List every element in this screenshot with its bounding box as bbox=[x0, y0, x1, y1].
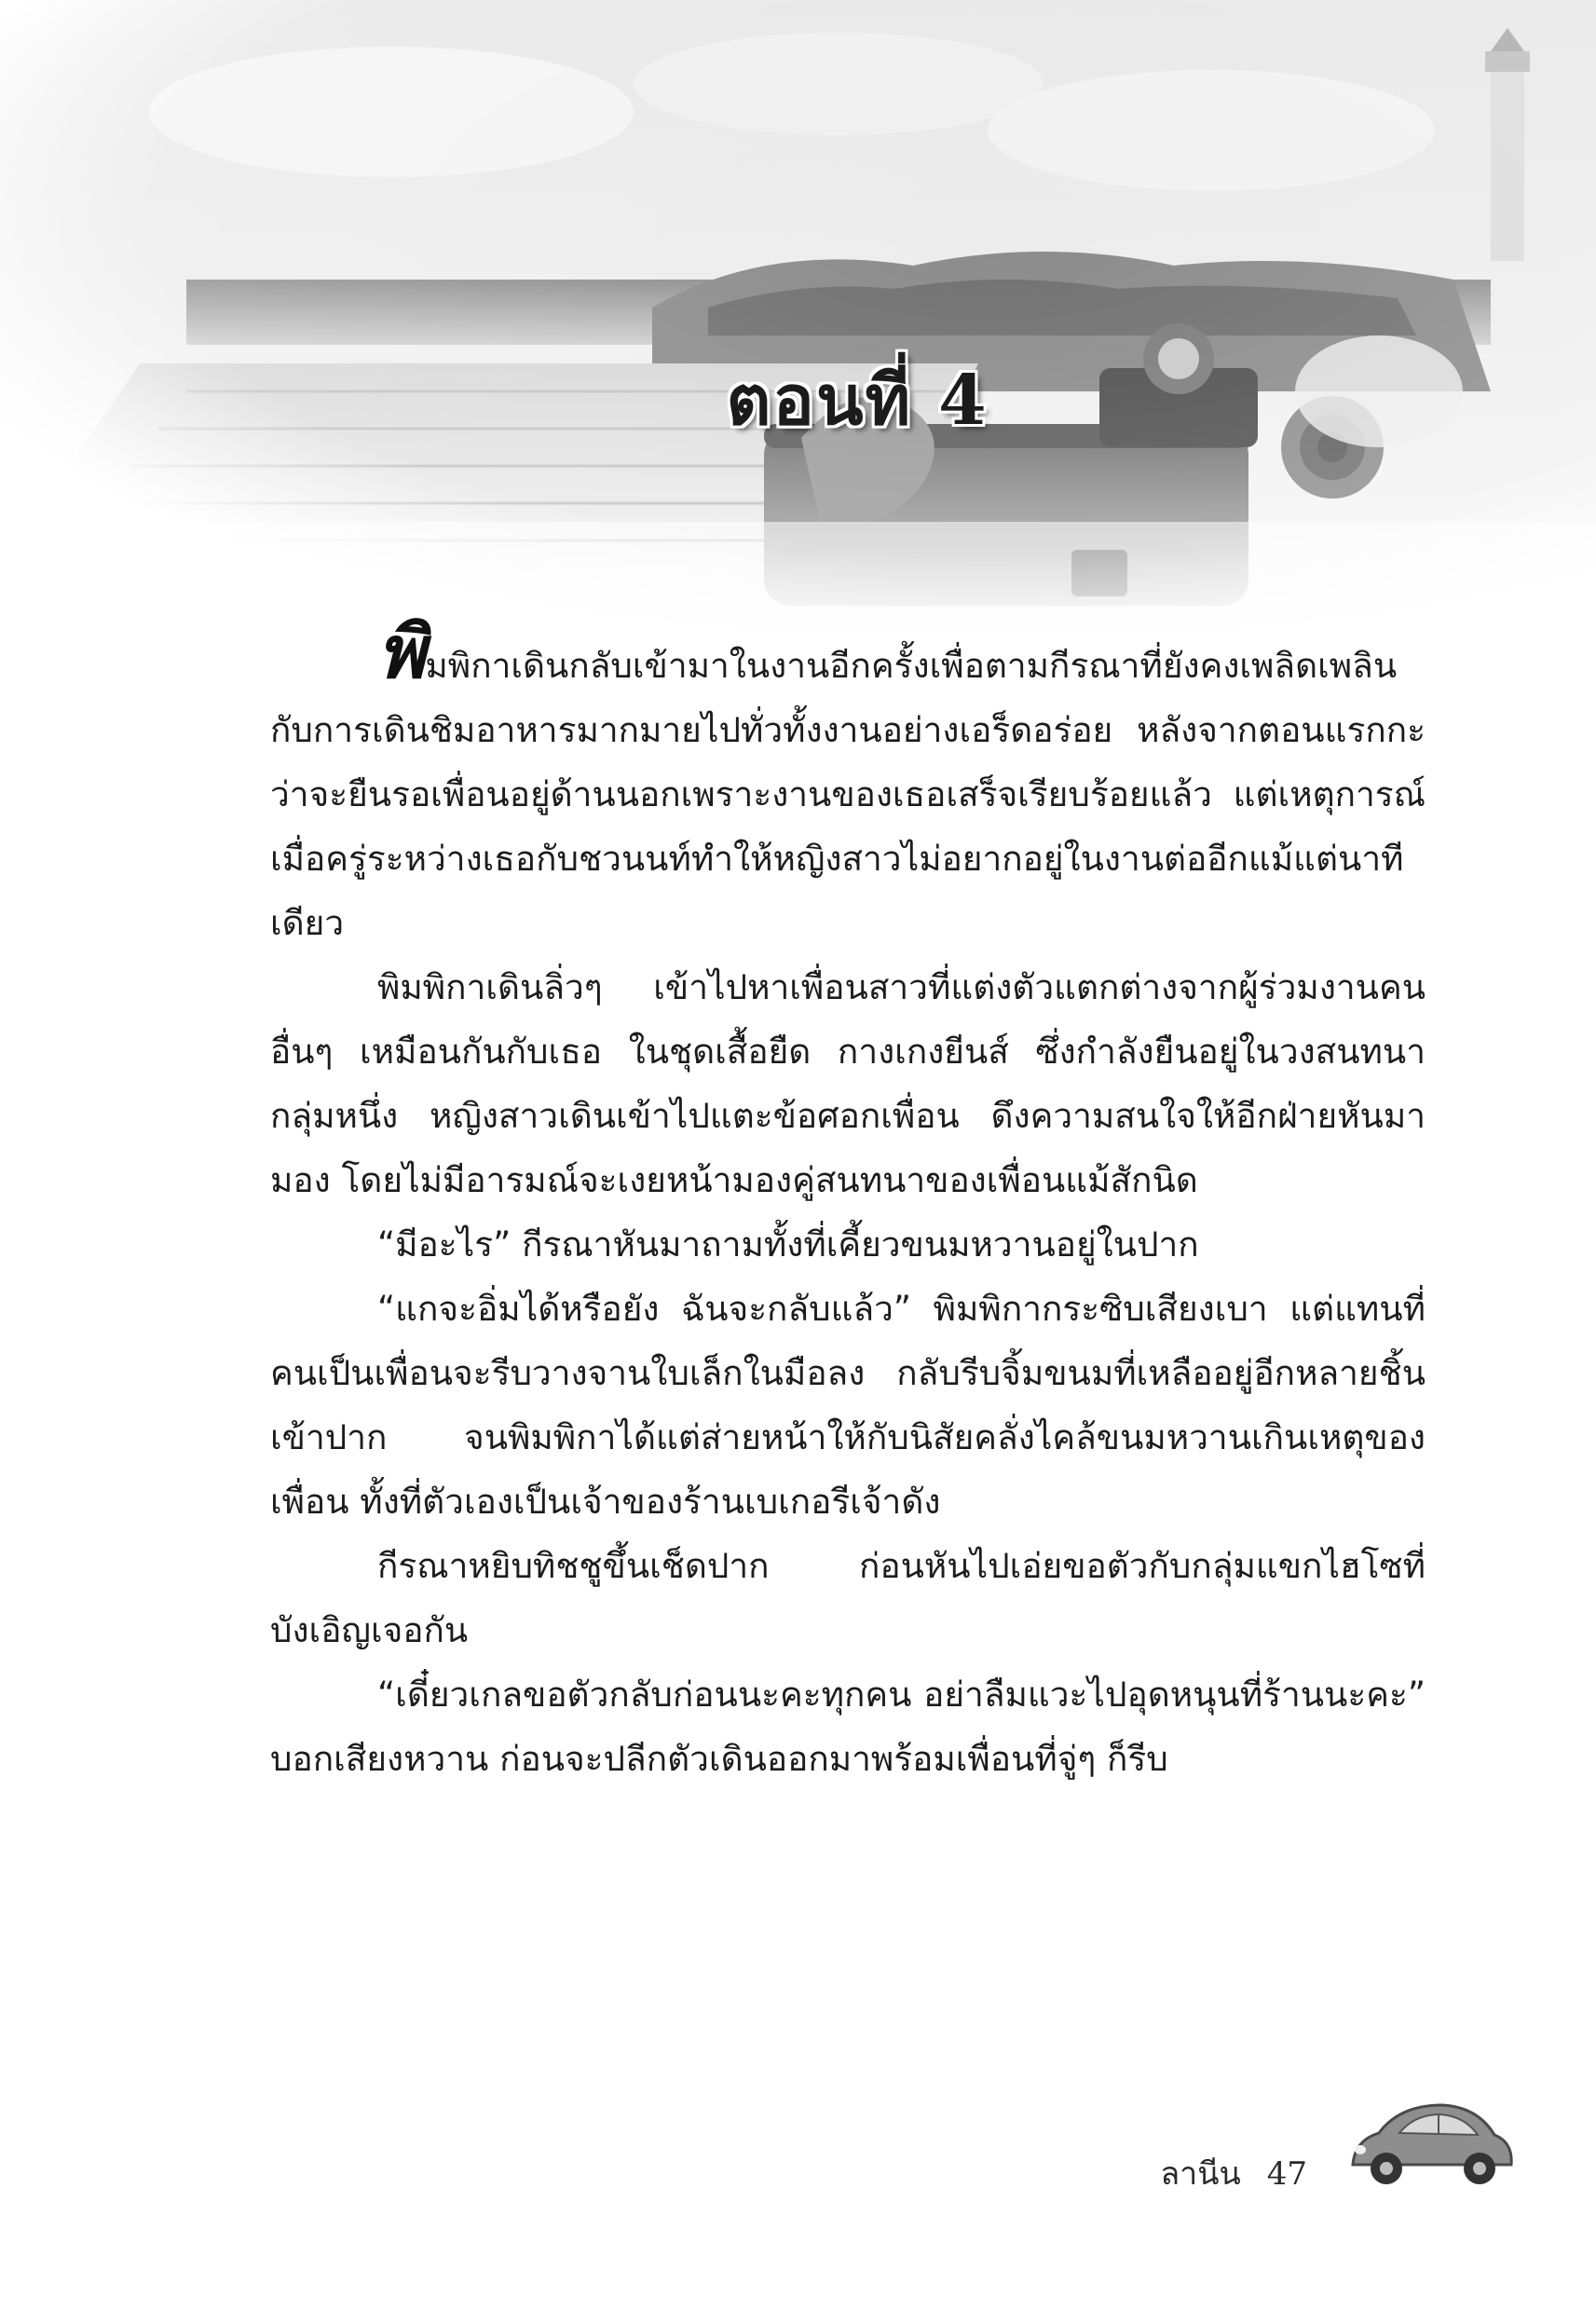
paragraph-1-text: มพิกาเดินกลับเข้ามาในงานอีกครั้งเพื่อตามกีรณาที่ยังคงเพลิดเพลินกับการเดินชิมอาหารมากมายไปทั่วทั้งงานอย่างเอร็ดอร่อย หลังจากตอนแรกกะว่าจะยืนรอเพื่อนอยู่ด้านนอกเพราะงานของเธอเสร็จเรียบร้อยแล้ว แต่เหตุการณ์เมื่อครู่ระหว่างเธอกับชวนนท์ทำให้หญิงสาวไม่อยากอยู่ในงานต่ออีกแม้แต่นาทีเดียว bbox=[270, 646, 1425, 943]
paragraph-1 bbox=[270, 610, 1425, 955]
page-number: 47 bbox=[1266, 2155, 1307, 2193]
paragraph-3: “มีอะไร” กีรณาหันมาถามทั้งที่เคี้ยวขนมหวานอยู่ในปาก bbox=[377, 1224, 1199, 1265]
drop-cap: พิ bbox=[377, 610, 426, 695]
book-title: ลานีน bbox=[1160, 2155, 1241, 2193]
page-footer bbox=[1160, 2148, 1307, 2198]
paragraph-2: พิมพิกาเดินลิ่วๆ เข้าไปหาเพื่อนสาวที่แต่งตัวแตกต่างจากผู้ร่วมงานคนอื่นๆ เหมือนกันกับเธอ ในชุดเสื้อยืด กางเกงยีนส์ ซึ่งกำลังยืนอยู่ในวงสนทนากลุ่มหนึ่ง หญิงสาวเดินเข้าไปแตะข้อศอกเพื่อน ดึงความสนใจให้อีกฝ่ายหันมามอง โดยไม่มีอารมณ์จะเงยหน้ามองคู่สนทนาของเพื่อนแม้สักนิด bbox=[270, 967, 1425, 1200]
vintage-car-icon bbox=[1342, 2092, 1519, 2195]
paragraph-4: “แกจะอิ่มได้หรือยัง ฉันจะกลับแล้ว” พิมพิกากระซิบเสียงเบา แต่แทนที่คนเป็นเพื่อนจะรีบวางจานใบเล็กในมือลง กลับรีบจิ้มขนมที่เหลืออยู่อีกหลายชิ้นเข้าปาก จนพิมพิกาได้แต่ส่ายหน้าให้กับนิสัยคลั่งไคล้ขนมหวานเกินเหตุของเพื่อน ทั้งที่ตัวเองเป็นเจ้าของร้านเบเกอรีเจ้าดัง bbox=[270, 1289, 1425, 1522]
seaside-collage-illustration bbox=[0, 0, 1596, 634]
chapter-body bbox=[270, 610, 1425, 1791]
paragraph-6: “เดี๋ยวเกลขอตัวกลับก่อนนะคะทุกคน อย่าลืมแวะไปอุดหนุนที่ร้านนะคะ” บอกเสียงหวาน ก่อนจะปลีกตัวเดินออกมาพร้อมเพื่อนที่จู่ๆ ก็รีบ bbox=[270, 1675, 1425, 1779]
paragraph-5: กีรณาหยิบทิชชูขึ้นเช็ดปาก ก่อนหันไปเอ่ยขอตัวกับกลุ่มแขกไฮโซที่บังเอิญเจอกัน bbox=[270, 1546, 1425, 1650]
chapter-title: ตอนที่ 4 bbox=[726, 361, 989, 441]
